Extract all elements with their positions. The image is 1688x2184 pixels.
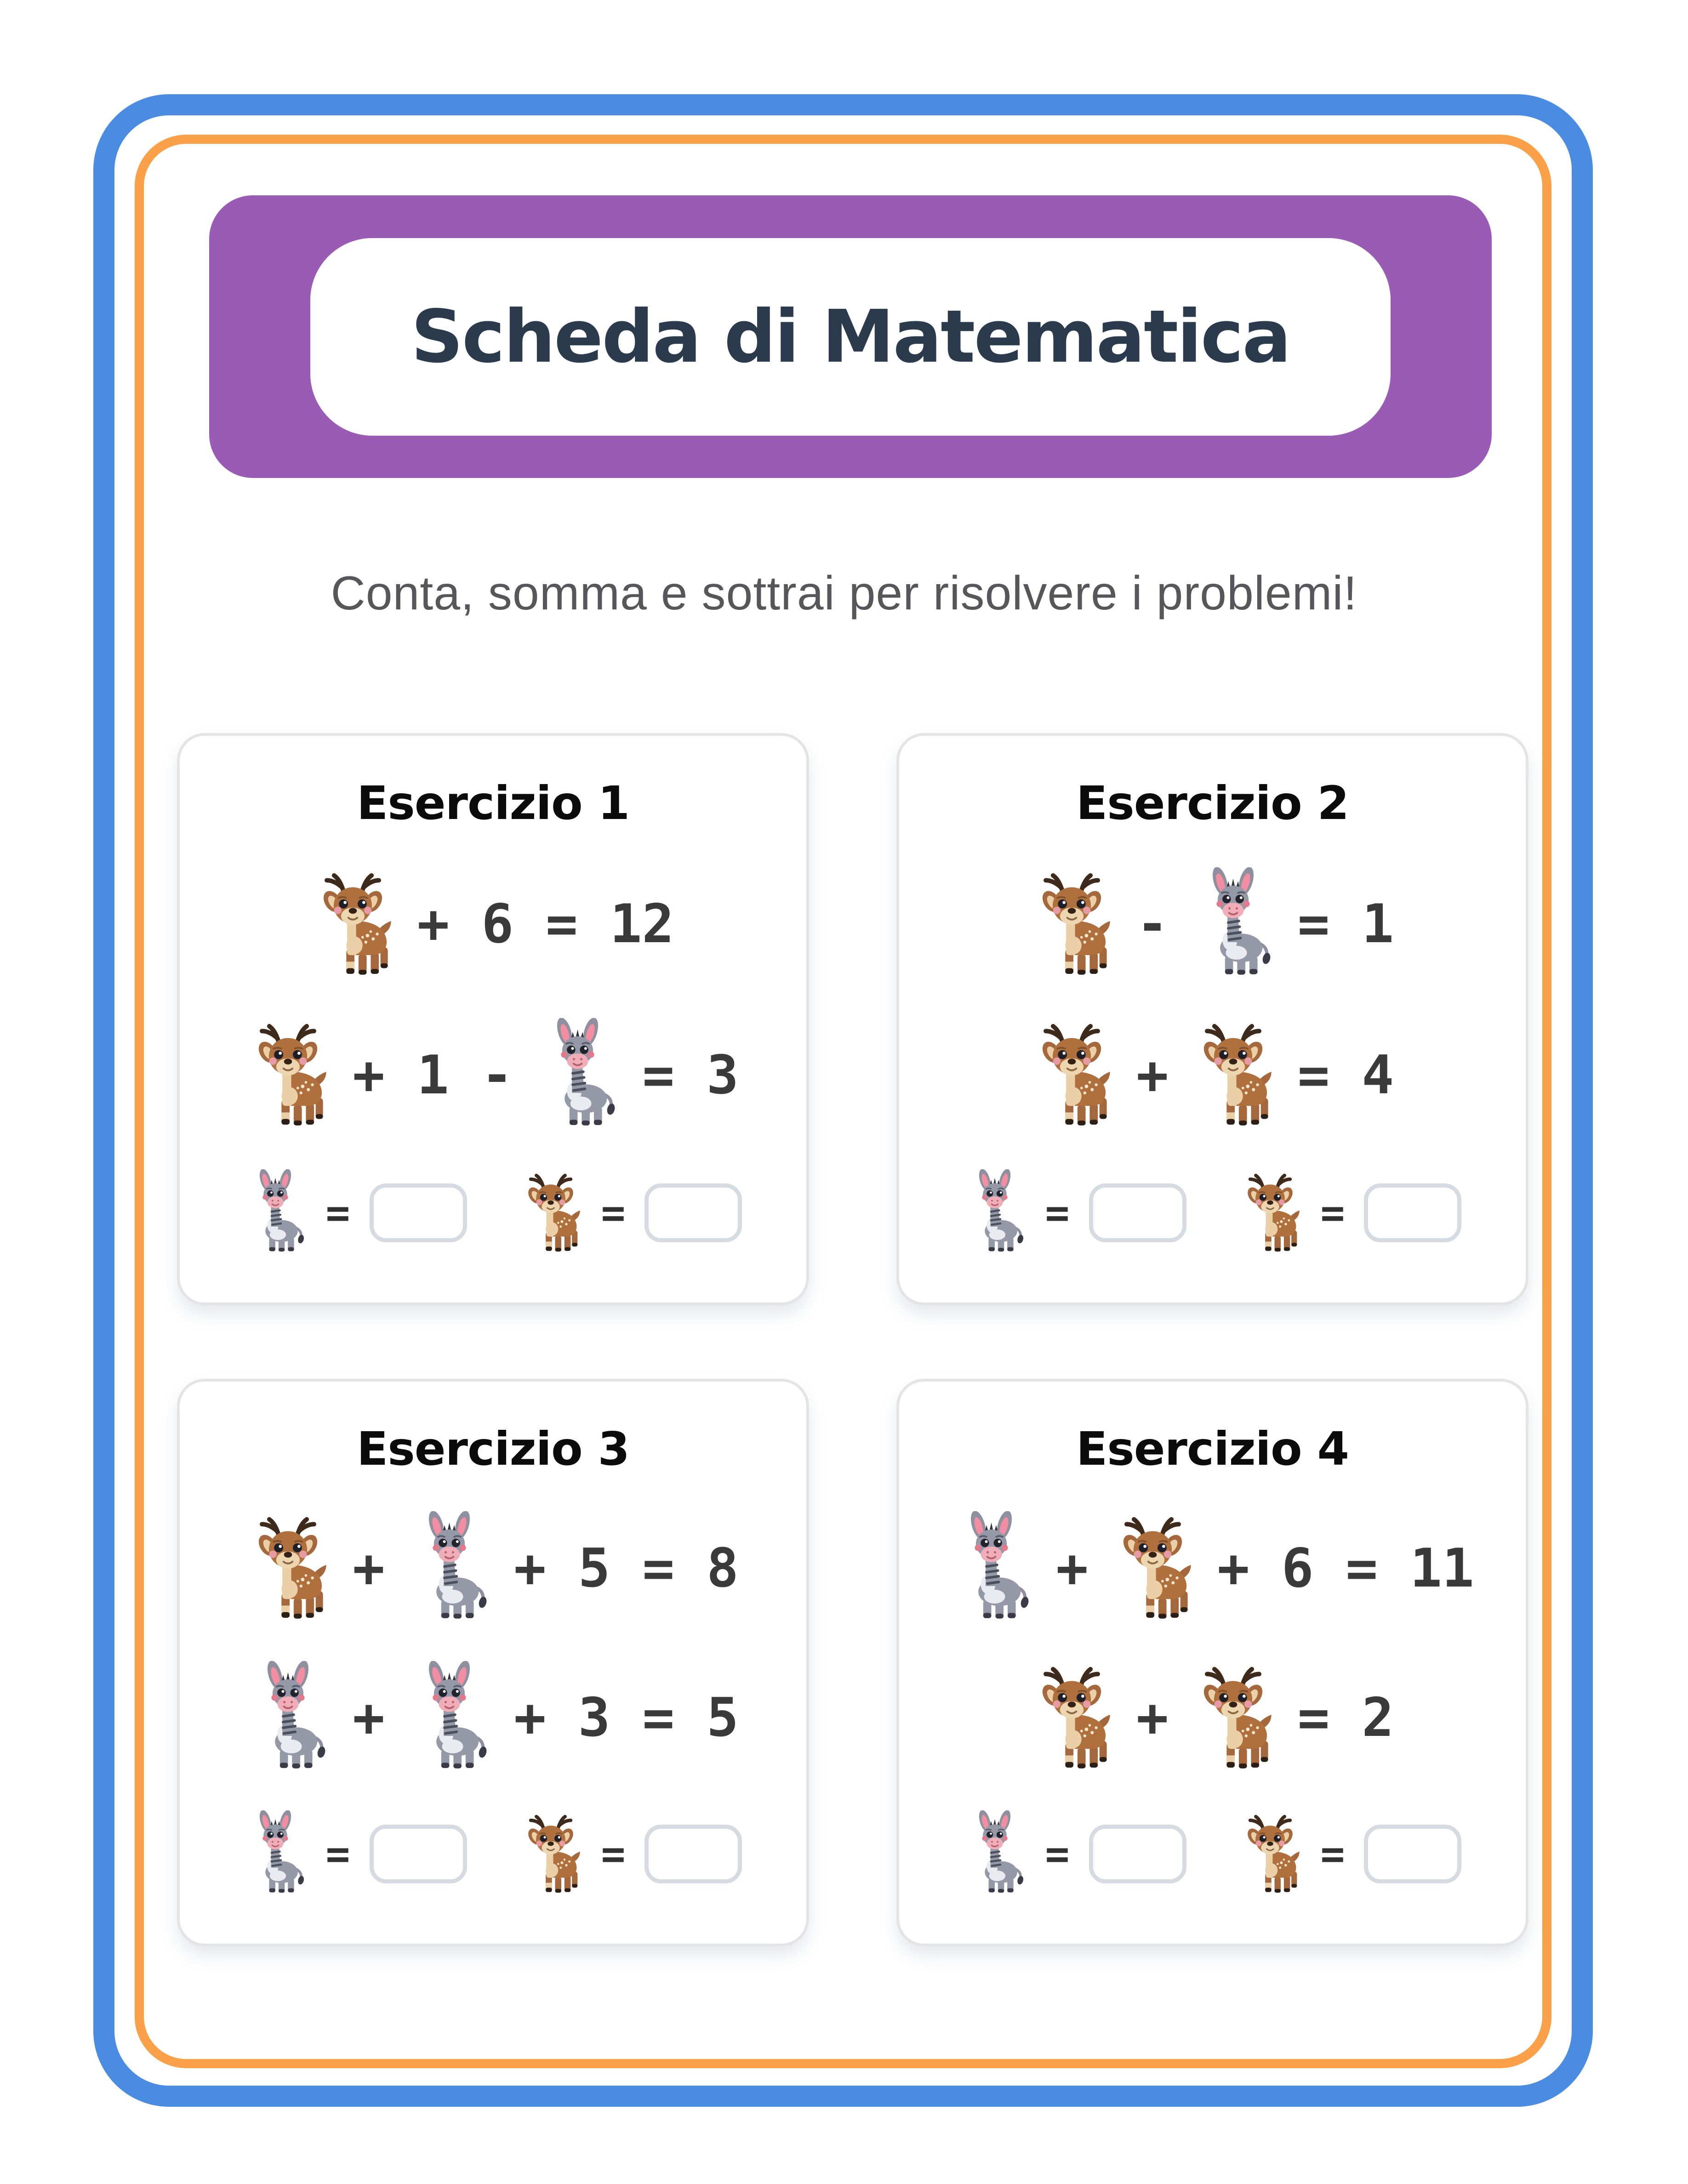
exercise-title: Esercizio 3: [356, 1422, 630, 1476]
answer-line: [964, 1169, 1462, 1257]
answer-input-donkey[interactable]: [1089, 1825, 1186, 1883]
donkey-icon: [964, 1169, 1026, 1257]
deer-icon: [1031, 1018, 1112, 1132]
deer-icon: [1192, 1018, 1274, 1132]
donkey-icon: [1192, 867, 1274, 981]
equation-text: + 5 = 8: [513, 1537, 739, 1599]
answer-input-deer[interactable]: [644, 1825, 742, 1883]
equation-text: +: [1056, 1537, 1089, 1599]
equals-sign: =: [325, 1830, 350, 1878]
equation-text: +: [1136, 1044, 1169, 1106]
exercise-title: Esercizio 1: [356, 776, 630, 830]
equation-line: [951, 1511, 1474, 1625]
deer-icon: [519, 1169, 582, 1257]
answer-input-deer[interactable]: [644, 1183, 742, 1242]
answer-line: [964, 1810, 1462, 1898]
page-title: Scheda di Matematica: [411, 294, 1290, 379]
deer-icon: [519, 1810, 582, 1898]
equation-text: = 4: [1297, 1044, 1394, 1106]
deer-icon: [312, 867, 393, 981]
deer-icon: [1192, 1661, 1274, 1775]
exercise-card-3: [177, 1379, 809, 1946]
deer-icon: [247, 1018, 329, 1132]
donkey-icon: [244, 1169, 307, 1257]
page-subtitle: Conta, somma e sottrai per risolvere i problemi!: [331, 567, 1357, 620]
equation-text: -: [1136, 893, 1169, 956]
equation-text: = 3: [642, 1044, 739, 1106]
equation-text: + 1 -: [353, 1044, 513, 1106]
equation-line: [1031, 867, 1394, 981]
equals-sign: =: [601, 1830, 626, 1878]
equation-line: [247, 1511, 739, 1625]
donkey-icon: [244, 1810, 307, 1898]
donkey-icon: [409, 1511, 490, 1625]
deer-icon: [1112, 1511, 1193, 1625]
donkey-icon: [409, 1661, 490, 1775]
equation-text: + 6 = 12: [417, 893, 674, 956]
equation-text: +: [1136, 1687, 1169, 1749]
exercise-card-1: [177, 733, 809, 1305]
deer-icon: [1031, 1661, 1112, 1775]
deer-icon: [1031, 867, 1112, 981]
equation-text: = 2: [1297, 1687, 1394, 1749]
exercise-card-2: [896, 733, 1528, 1305]
exercise-title: Esercizio 4: [1076, 1422, 1349, 1476]
answer-input-donkey[interactable]: [370, 1825, 467, 1883]
equation-line: [1031, 1018, 1394, 1132]
equals-sign: =: [1320, 1189, 1345, 1237]
equation-text: +: [353, 1537, 385, 1599]
answer-line: [244, 1810, 742, 1898]
header-title-box: [310, 238, 1391, 436]
answer-input-donkey[interactable]: [1089, 1183, 1186, 1242]
donkey-icon: [537, 1018, 618, 1132]
deer-icon: [1239, 1169, 1301, 1257]
answer-line: [244, 1169, 742, 1257]
exercise-title: Esercizio 2: [1076, 776, 1349, 830]
answer-input-donkey[interactable]: [370, 1183, 467, 1242]
deer-icon: [1239, 1810, 1301, 1898]
equation-text: +: [353, 1687, 385, 1749]
donkey-icon: [951, 1511, 1032, 1625]
equals-sign: =: [601, 1189, 626, 1237]
equation-line: [1031, 1661, 1394, 1775]
equals-sign: =: [1045, 1189, 1070, 1237]
answer-input-deer[interactable]: [1364, 1825, 1461, 1883]
equation-text: + 6 = 11: [1217, 1537, 1474, 1599]
exercise-card-4: [896, 1379, 1528, 1946]
deer-icon: [247, 1511, 329, 1625]
equation-line: [312, 867, 674, 981]
donkey-icon: [964, 1810, 1026, 1898]
equals-sign: =: [1045, 1830, 1070, 1878]
header-banner: [209, 195, 1492, 478]
donkey-icon: [247, 1661, 329, 1775]
equation-text: + 3 = 5: [513, 1687, 739, 1749]
equals-sign: =: [1320, 1830, 1345, 1878]
equation-line: [247, 1018, 739, 1132]
equation-text: = 1: [1297, 893, 1394, 956]
equals-sign: =: [325, 1189, 350, 1237]
answer-input-deer[interactable]: [1364, 1183, 1461, 1242]
equation-line: [247, 1661, 739, 1775]
